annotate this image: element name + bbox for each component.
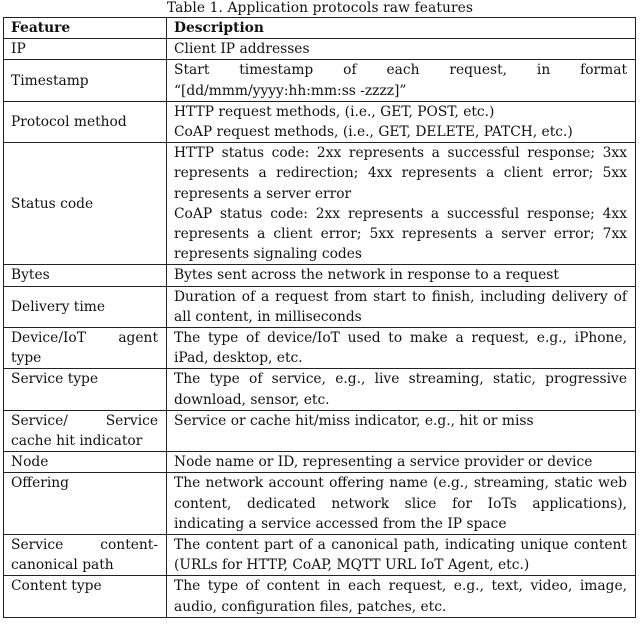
feature-cell: Timestamp: [4, 60, 167, 101]
description-text: CoAP request methods, (i.e., GET, DELETE, PATCH, etc.): [174, 124, 573, 141]
table-body: [4, 39, 636, 618]
feature-cell: Node: [4, 452, 167, 473]
description-cell: [167, 39, 636, 60]
description-cell: [167, 452, 636, 473]
feature-cell: Status code: [4, 143, 167, 265]
description-cell: [167, 265, 636, 286]
description-text: Service or cache hit/miss indicator, e.g., hit or miss: [174, 412, 534, 429]
feature-cell: Content type: [4, 576, 167, 617]
table-row: [4, 410, 636, 451]
table-row: [4, 452, 636, 473]
description-text: Node name or ID, representing a service provider or device: [174, 454, 593, 471]
table-header-row: [4, 18, 636, 39]
description-text: Bytes sent across the network in response to a request: [174, 267, 559, 284]
description-text: The type of device/IoT used to make a request, e.g., iPhone, iPad, desktop, etc.: [174, 330, 627, 367]
description-cell: [167, 328, 636, 369]
feature-cell: Service type: [4, 369, 167, 410]
description-cell: [167, 369, 636, 410]
features-table: [3, 17, 636, 618]
table-row: [4, 286, 636, 327]
table-row: [4, 473, 636, 535]
header-feature: Feature: [4, 18, 167, 39]
description-text: Duration of a request from start to finish, including delivery of all content, in milliseconds: [174, 288, 627, 325]
description-text: HTTP request methods, (i.e., GET, POST, etc.): [174, 103, 495, 120]
header-description: Description: [167, 18, 636, 39]
feature-cell: IP: [4, 39, 167, 60]
table-row: [4, 60, 636, 101]
description-text: HTTP status code: 2xx represents a successful response; 3xx represents a redirection; 4xx represents a client error; 5xx represents a server error: [174, 145, 627, 202]
description-text: The content part of a canonical path, indicating unique content (URLs for HTTP, CoAP, MQTT URL IoT Agent, etc.): [174, 537, 627, 574]
feature-cell: Bytes: [4, 265, 167, 286]
table-row: [4, 369, 636, 410]
feature-cell: Device/IoT agent type: [4, 328, 167, 369]
description-text: CoAP status code: 2xx represents a successful response; 4xx represents a client error; 5xx represents a server error; 7xx represents signaling codes: [174, 205, 627, 263]
description-text: The type of service, e.g., live streaming, static, progressive download, sensor, etc.: [174, 371, 627, 408]
feature-cell: Offering: [4, 473, 167, 535]
table-row: [4, 535, 636, 576]
feature-cell: Delivery time: [4, 286, 167, 327]
table-row: [4, 143, 636, 265]
table-row: [4, 576, 636, 617]
description-cell: [167, 143, 636, 265]
feature-cell: Service content-canonical path: [4, 535, 167, 576]
table-row: [4, 328, 636, 369]
description-text: The network account offering name (e.g., streaming, static web content, dedicated network slice for IoTs applications), indicating a service accessed from the IP space: [174, 475, 627, 532]
description-text: Client IP addresses: [174, 41, 310, 58]
table-row: [4, 265, 636, 286]
description-cell: [167, 101, 636, 142]
description-cell: [167, 286, 636, 327]
description-text: Start timestamp of each request, in format “[dd/mmm/yyyy:hh:mm:ss -zzzz]”: [174, 62, 627, 99]
description-cell: [167, 473, 636, 535]
feature-cell: Service/ Service cache hit indicator: [4, 410, 167, 451]
description-cell: [167, 576, 636, 617]
table-caption: Table 1. Application protocols raw features: [166, 0, 474, 16]
description-cell: [167, 60, 636, 101]
table-row: [4, 39, 636, 60]
description-cell: [167, 410, 636, 451]
feature-cell: Protocol method: [4, 101, 167, 142]
table-row: [4, 101, 636, 142]
description-cell: [167, 535, 636, 576]
description-text: The type of content in each request, e.g., text, video, image, audio, configuration files, patches, etc.: [174, 578, 627, 615]
